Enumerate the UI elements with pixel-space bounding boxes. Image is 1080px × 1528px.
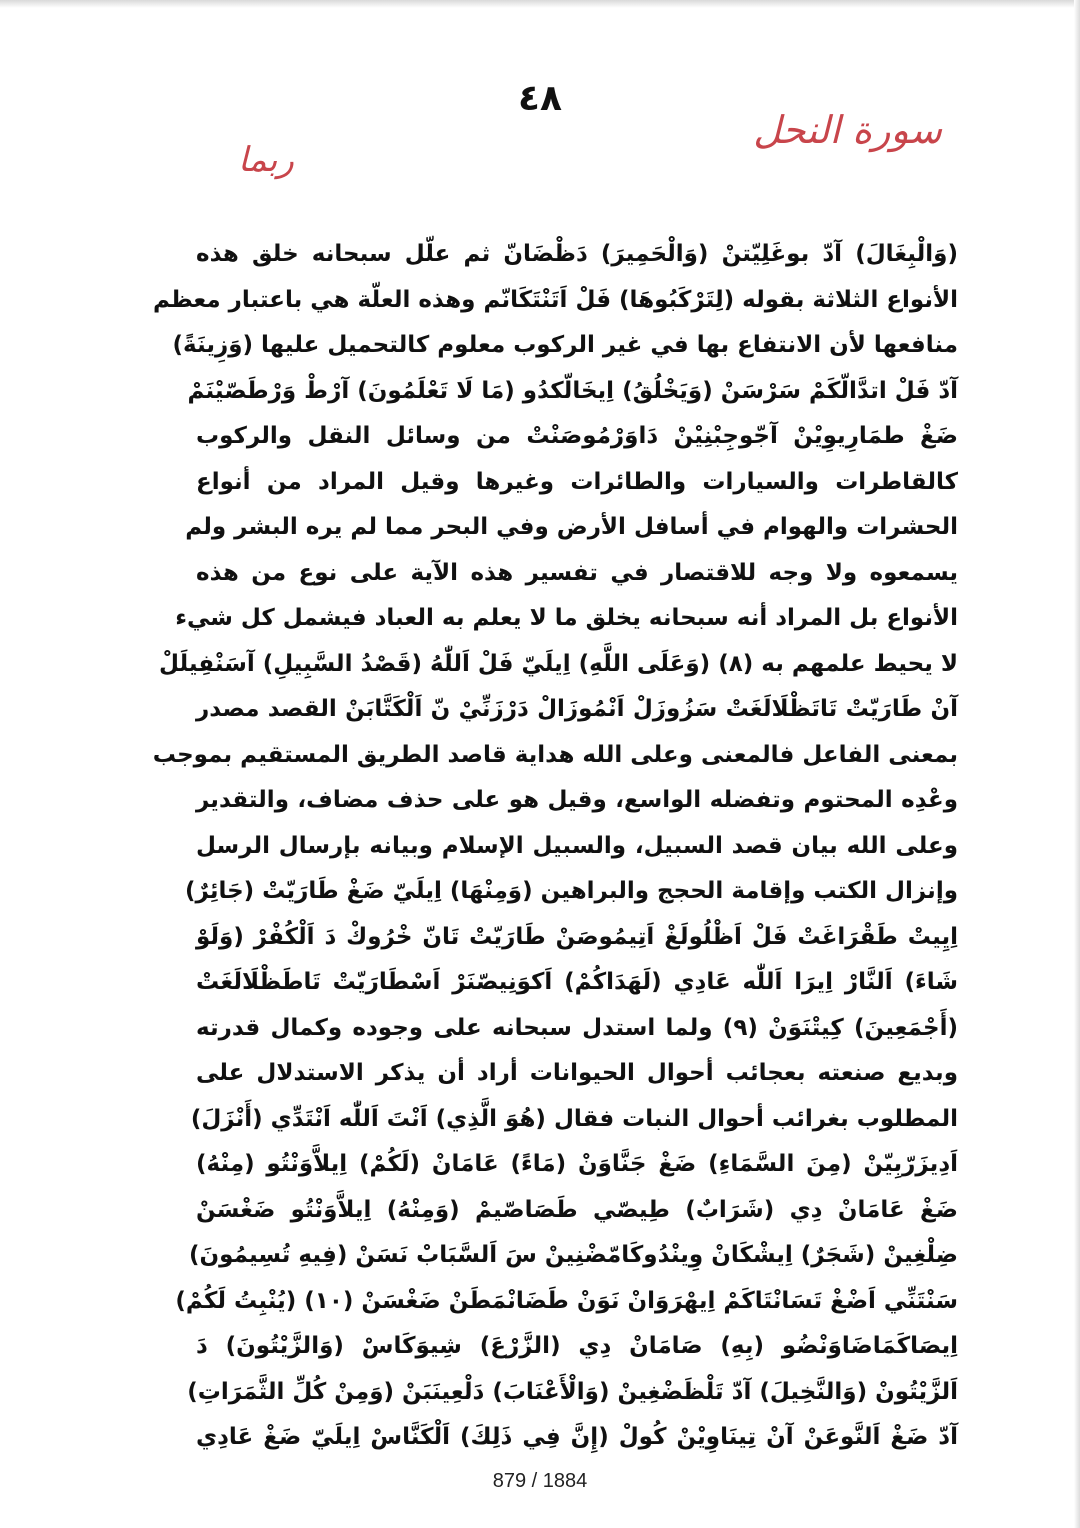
text-line: اِيصَاكَمَاضَاوَنْضُو (بِهِ) صَامَانْ دِي (الزَّرْعَ) شِيوَكَاسْ (وَالزَّيْتُونَ) دَ — [196, 1333, 958, 1359]
text-line: سَنْتَنِّي اَضْغْ تَسَانْتَاكَمْ اِيهْرَوَانْ نَوَنْ طَضَانْمَطَنْ ضَغْسَنْ (١٠) (يُنْبِتُ لَكُمْ) — [175, 1287, 958, 1314]
text-line: المطلوب بغرائب أحوال النبات فقال (هُوَ الَّذِي) اَنْتَ اَللّٰه اَنْتَدِّي (أَنْزَلَ) — [190, 1105, 958, 1132]
text-line: اَلزَّيْتُونْ (وَالنَّخِيلَ) آدّ تَلْظَضْغِينْ (وَالْأَعْنَابَ) دَلْعِينَبَنْ (وَمِنْ كُلِّ الثَّمَرَاتِ) — [187, 1378, 958, 1405]
text-line: الحشرات والهوام في أسافل الأرض وفي البحر مما لم يره البشر ولم — [185, 514, 958, 540]
text-line: الأنواع الثلاثة بقوله (لِتَرْكَبُوهَا) فَلْ اَتَنْتَكَانّم وهذه العلّة هي باعتبار معظم — [152, 286, 958, 313]
text-line: آدّ فَلْ اتدَّالّكَمْ سَرْسَنْ (وَيَخْلُقُ) اِيخَالّكدُو (مَا لَا تَعْلَمُونَ) آرْطْ وَرْطَصّيْنَمْ — [187, 377, 958, 404]
text-line: (وَالْبِغَالَ) آدّ بوغَلِيّتنْ (وَالْحَمِيرَ) دَظْضَانّ ثم علّل سبحانه خلق هذه — [196, 241, 958, 267]
text-line: ضَغْ طمَارِيوِيْنْ آجّوجِبْنِيْنْ دَاوَرْمُوصَنْتْ من وسائل النقل والركوب — [196, 423, 958, 449]
text-line: اَدِيزَرّبِيّنْ (مِنَ السَّمَاءِ) ضَغْ جَنَّاوَنْ (مَاءً) عَامَانْ (لَكُمْ) اِيلاَّوَنْتُو (مِنْهُ) — [196, 1151, 958, 1177]
text-line: ضَغْ عَامَانْ دِي (شَرَابٌ) طِيصّي طَصَاصّيمْ (وَمِنْهُ) اِيلاَّوَنْتُو ضَغْسَنْ — [196, 1196, 958, 1223]
text-line: منافعها لأن الانتفاع بها في غير الركوب معلوم كالتحميل عليها (وَزِينَةً) — [172, 332, 958, 358]
page-counter: 879 / 1884 — [492, 1470, 588, 1492]
text-line: آنْ طَارَيّتْ تَاتَظْلَالَغَتْ سَزُوزَلْ اَنْمُوزَالْ دَرْزَنِّيْ نّ اَلْكَتَّابَنْ القصد مصدر — [196, 696, 958, 722]
handwritten-note-margin: ربما — [238, 140, 294, 180]
text-line: وبديع صنعته بعجائب أحوال الحيوانات أراد أن يذكر الاستدلال على — [196, 1060, 958, 1086]
scan-edge-right — [1074, 0, 1080, 1528]
text-line: بمعنى الفاعل فالمعنى وعلى الله هداية قاصد الطريق المستقيم بموجب — [152, 741, 958, 768]
page-body-text — [152, 232, 958, 1461]
text-line: (أَجْمَعِينَ) كِيتْنَوَنْ (٩) ولما استدل سبحانه على وجوده وكمال قدرته — [196, 1014, 958, 1041]
text-line: اِيِيتْ طَقْرَاغَتْ فَلْ اَظْلُولَغْ اَتِيمُوصَنْ طَارَيّتْ تَانّ خْرُوكْ دَ اَلْكُفْرْ (وَلَوْ — [196, 923, 958, 950]
text-line: وإنزال الكتب وإقامة الحجج والبراهين (وَمِنْهَا) اِيلَيّ ضَغْ طَارَيّتْ (جَائِرٌ) — [185, 878, 958, 904]
text-line: الأنواع بل المراد أنه سبحانه يخلق ما لا يعلم به العباد فيشمل كل شيء — [175, 605, 958, 631]
text-line: شَاءَ) اَلنَّارْ اِيرَا اَللّٰه عَادِي (لَهَدَاكُمْ) اَكوَنِيصّنَرْ اَسْطَارَيّتْ تَاطَظْلَالَغَتْ — [196, 969, 958, 995]
text-line: لا يحيط علمهم به (٨) (وَعَلَى اللَّهِ) اِيلَيّ فَلْ اَللّٰهُ (قَصْدُ السَّبِيلِ) آسَنْفِيلَلْ — [158, 650, 958, 677]
text-line: وعْدِه المحتوم وتفضله الواسع، وقيل هو على حذف مضاف، والتقدير — [196, 787, 958, 813]
text-line: كالقاطرات والسيارات والطائرات وغيرها وقيل المراد من أنواع — [196, 468, 958, 495]
text-line: وعلى الله بيان قصد السبيل، والسبيل الإسلام وبيانه بإرسال الرسل — [196, 832, 958, 859]
text-line: آدّ ضَغْ اَلنَّوعَنْ آنْ تِينَاوِيْنْ كُولْ (إِنَّ فِي ذَلِكَ) اَلْكَنَّاسْ اِيلَيّ ضَغْ عَادِي — [196, 1424, 958, 1450]
scan-edge-top — [0, 0, 1080, 8]
page-number: ٤٨ — [518, 78, 562, 119]
text-line: ضِلْغِينْ (شَجَرٌ) اِيشْكَانْ وِينْدُوكَامّضْنِينْ سَ اَلسَّبَابْ نَسَنْ (فِيهِ تُسِيمُونَ) — [189, 1242, 958, 1268]
text-line: يسمعوه ولا وجه للاقتصار في تفسير هذه الآية على نوع من هذه — [196, 559, 958, 586]
handwritten-note-surah: سورة النحل — [753, 108, 942, 152]
